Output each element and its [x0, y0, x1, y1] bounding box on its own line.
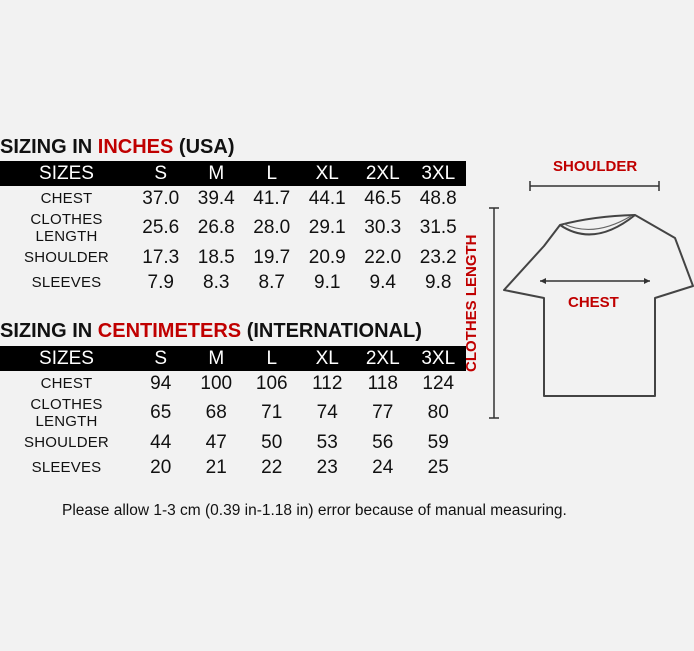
row-label: SLEEVES — [31, 274, 102, 291]
sizes-header: SIZES — [0, 161, 133, 186]
table-row — [0, 455, 466, 480]
centimeters-title-prefix: SIZING IN — [0, 320, 98, 342]
measurement-cell: 47 — [205, 431, 227, 453]
row-label: CHEST — [40, 375, 93, 392]
size-header-s: S — [133, 161, 189, 186]
measurement-cell: 74 — [316, 402, 338, 423]
measurement-cell: 71 — [261, 402, 283, 423]
measurement-cell: 8.7 — [258, 271, 285, 293]
measurement-cell: 50 — [261, 431, 283, 453]
inches-title-suffix: (USA) — [173, 136, 235, 158]
centimeters-title — [0, 320, 422, 343]
row-label: CHEST — [40, 190, 93, 207]
measurement-cell: 19.7 — [253, 246, 291, 268]
row-label: SHOULDER — [24, 249, 109, 266]
measurement-cell: 25 — [427, 456, 449, 478]
row-label: SLEEVES — [31, 459, 102, 476]
measurement-cell: 56 — [372, 431, 394, 453]
size-header-3xl: 3XL — [411, 346, 467, 371]
tshirt-diagram — [460, 150, 694, 430]
size-header-2xl: 2XL — [355, 161, 411, 186]
measurement-cell: 24 — [372, 456, 394, 478]
table-row — [0, 396, 466, 430]
table-header-row — [0, 161, 466, 186]
size-header-m: M — [189, 346, 245, 371]
measurement-cell: 9.8 — [425, 271, 452, 293]
measurement-cell: 23 — [316, 456, 338, 478]
centimeters-title-unit: CENTIMETERS — [97, 320, 242, 342]
chest-label: CHEST — [568, 294, 619, 311]
measurement-cell: 59 — [427, 431, 449, 453]
sizes-header: SIZES — [0, 346, 133, 371]
measurement-cell: 124 — [422, 372, 455, 394]
table-header-row — [0, 346, 466, 371]
measurement-cell: 23.2 — [419, 246, 457, 268]
measurement-cell: 29.1 — [308, 217, 346, 238]
table-row — [0, 186, 466, 211]
tshirt-illustration — [460, 150, 694, 430]
table-row — [0, 371, 466, 396]
measurement-cell: 31.5 — [419, 217, 457, 238]
measurement-cell: 53 — [316, 431, 338, 453]
size-header-s: S — [133, 346, 189, 371]
measurement-cell: 18.5 — [197, 246, 235, 268]
measurement-cell: 44 — [150, 431, 172, 453]
measurement-cell: 22 — [261, 456, 283, 478]
measurement-cell: 21 — [205, 456, 227, 478]
size-header-m: M — [189, 161, 245, 186]
size-header-3xl: 3XL — [411, 161, 467, 186]
measurement-cell: 44.1 — [308, 187, 346, 209]
measurement-cell: 9.4 — [369, 271, 396, 293]
measurement-cell: 22.0 — [364, 246, 402, 268]
measurement-cell: 80 — [427, 402, 449, 423]
measurement-cell: 37.0 — [142, 187, 180, 209]
inches-title-prefix: SIZING IN — [0, 136, 98, 158]
size-header-2xl: 2XL — [355, 346, 411, 371]
shoulder-label: SHOULDER — [553, 158, 638, 175]
centimeters-size-table — [0, 346, 466, 480]
table-row — [0, 211, 466, 245]
measurement-cell: 94 — [150, 372, 172, 394]
table-row — [0, 245, 466, 270]
measurement-cell: 17.3 — [142, 246, 180, 268]
measurement-cell: 100 — [200, 372, 233, 394]
measurement-cell: 68 — [205, 402, 227, 423]
inches-title — [0, 136, 234, 159]
measurement-cell: 65 — [150, 402, 172, 423]
measurement-cell: 8.3 — [203, 271, 230, 293]
inches-size-table — [0, 161, 466, 295]
measurement-cell: 9.1 — [314, 271, 341, 293]
measurement-cell: 28.0 — [253, 217, 291, 238]
size-header-xl: XL — [300, 161, 356, 186]
centimeters-title-suffix: (INTERNATIONAL) — [241, 320, 422, 342]
measurement-cell: 25.6 — [142, 217, 180, 238]
measurement-cell: 20 — [150, 456, 172, 478]
measurement-note: Please allow 1-3 cm (0.39 in-1.18 in) error because of manual measuring. — [62, 502, 567, 519]
measurement-cell: 20.9 — [308, 246, 346, 268]
measurement-cell: 7.9 — [147, 271, 174, 293]
measurement-cell: 46.5 — [364, 187, 402, 209]
measurement-cell: 48.8 — [419, 187, 457, 209]
inches-title-unit: INCHES — [97, 136, 174, 158]
measurement-cell: 41.7 — [253, 187, 291, 209]
row-label: SHOULDER — [24, 434, 109, 451]
chest-left-arrow-icon — [540, 278, 546, 284]
measurement-cell: 30.3 — [364, 217, 402, 238]
table-row — [0, 270, 466, 295]
row-label: CLOTHES LENGTH — [30, 211, 103, 245]
row-label: CLOTHES LENGTH — [30, 396, 103, 430]
size-header-xl: XL — [300, 346, 356, 371]
measurement-cell: 77 — [372, 402, 394, 423]
size-header-l: L — [244, 161, 300, 186]
chest-right-arrow-icon — [644, 278, 650, 284]
clothes-length-label: CLOTHES LENGTH — [463, 234, 480, 372]
table-row — [0, 430, 466, 455]
measurement-cell: 106 — [255, 372, 288, 394]
size-header-l: L — [244, 346, 300, 371]
measurement-cell: 112 — [312, 372, 343, 394]
measurement-cell: 39.4 — [197, 187, 235, 209]
measurement-cell: 26.8 — [197, 217, 235, 238]
measurement-cell: 118 — [367, 372, 398, 394]
